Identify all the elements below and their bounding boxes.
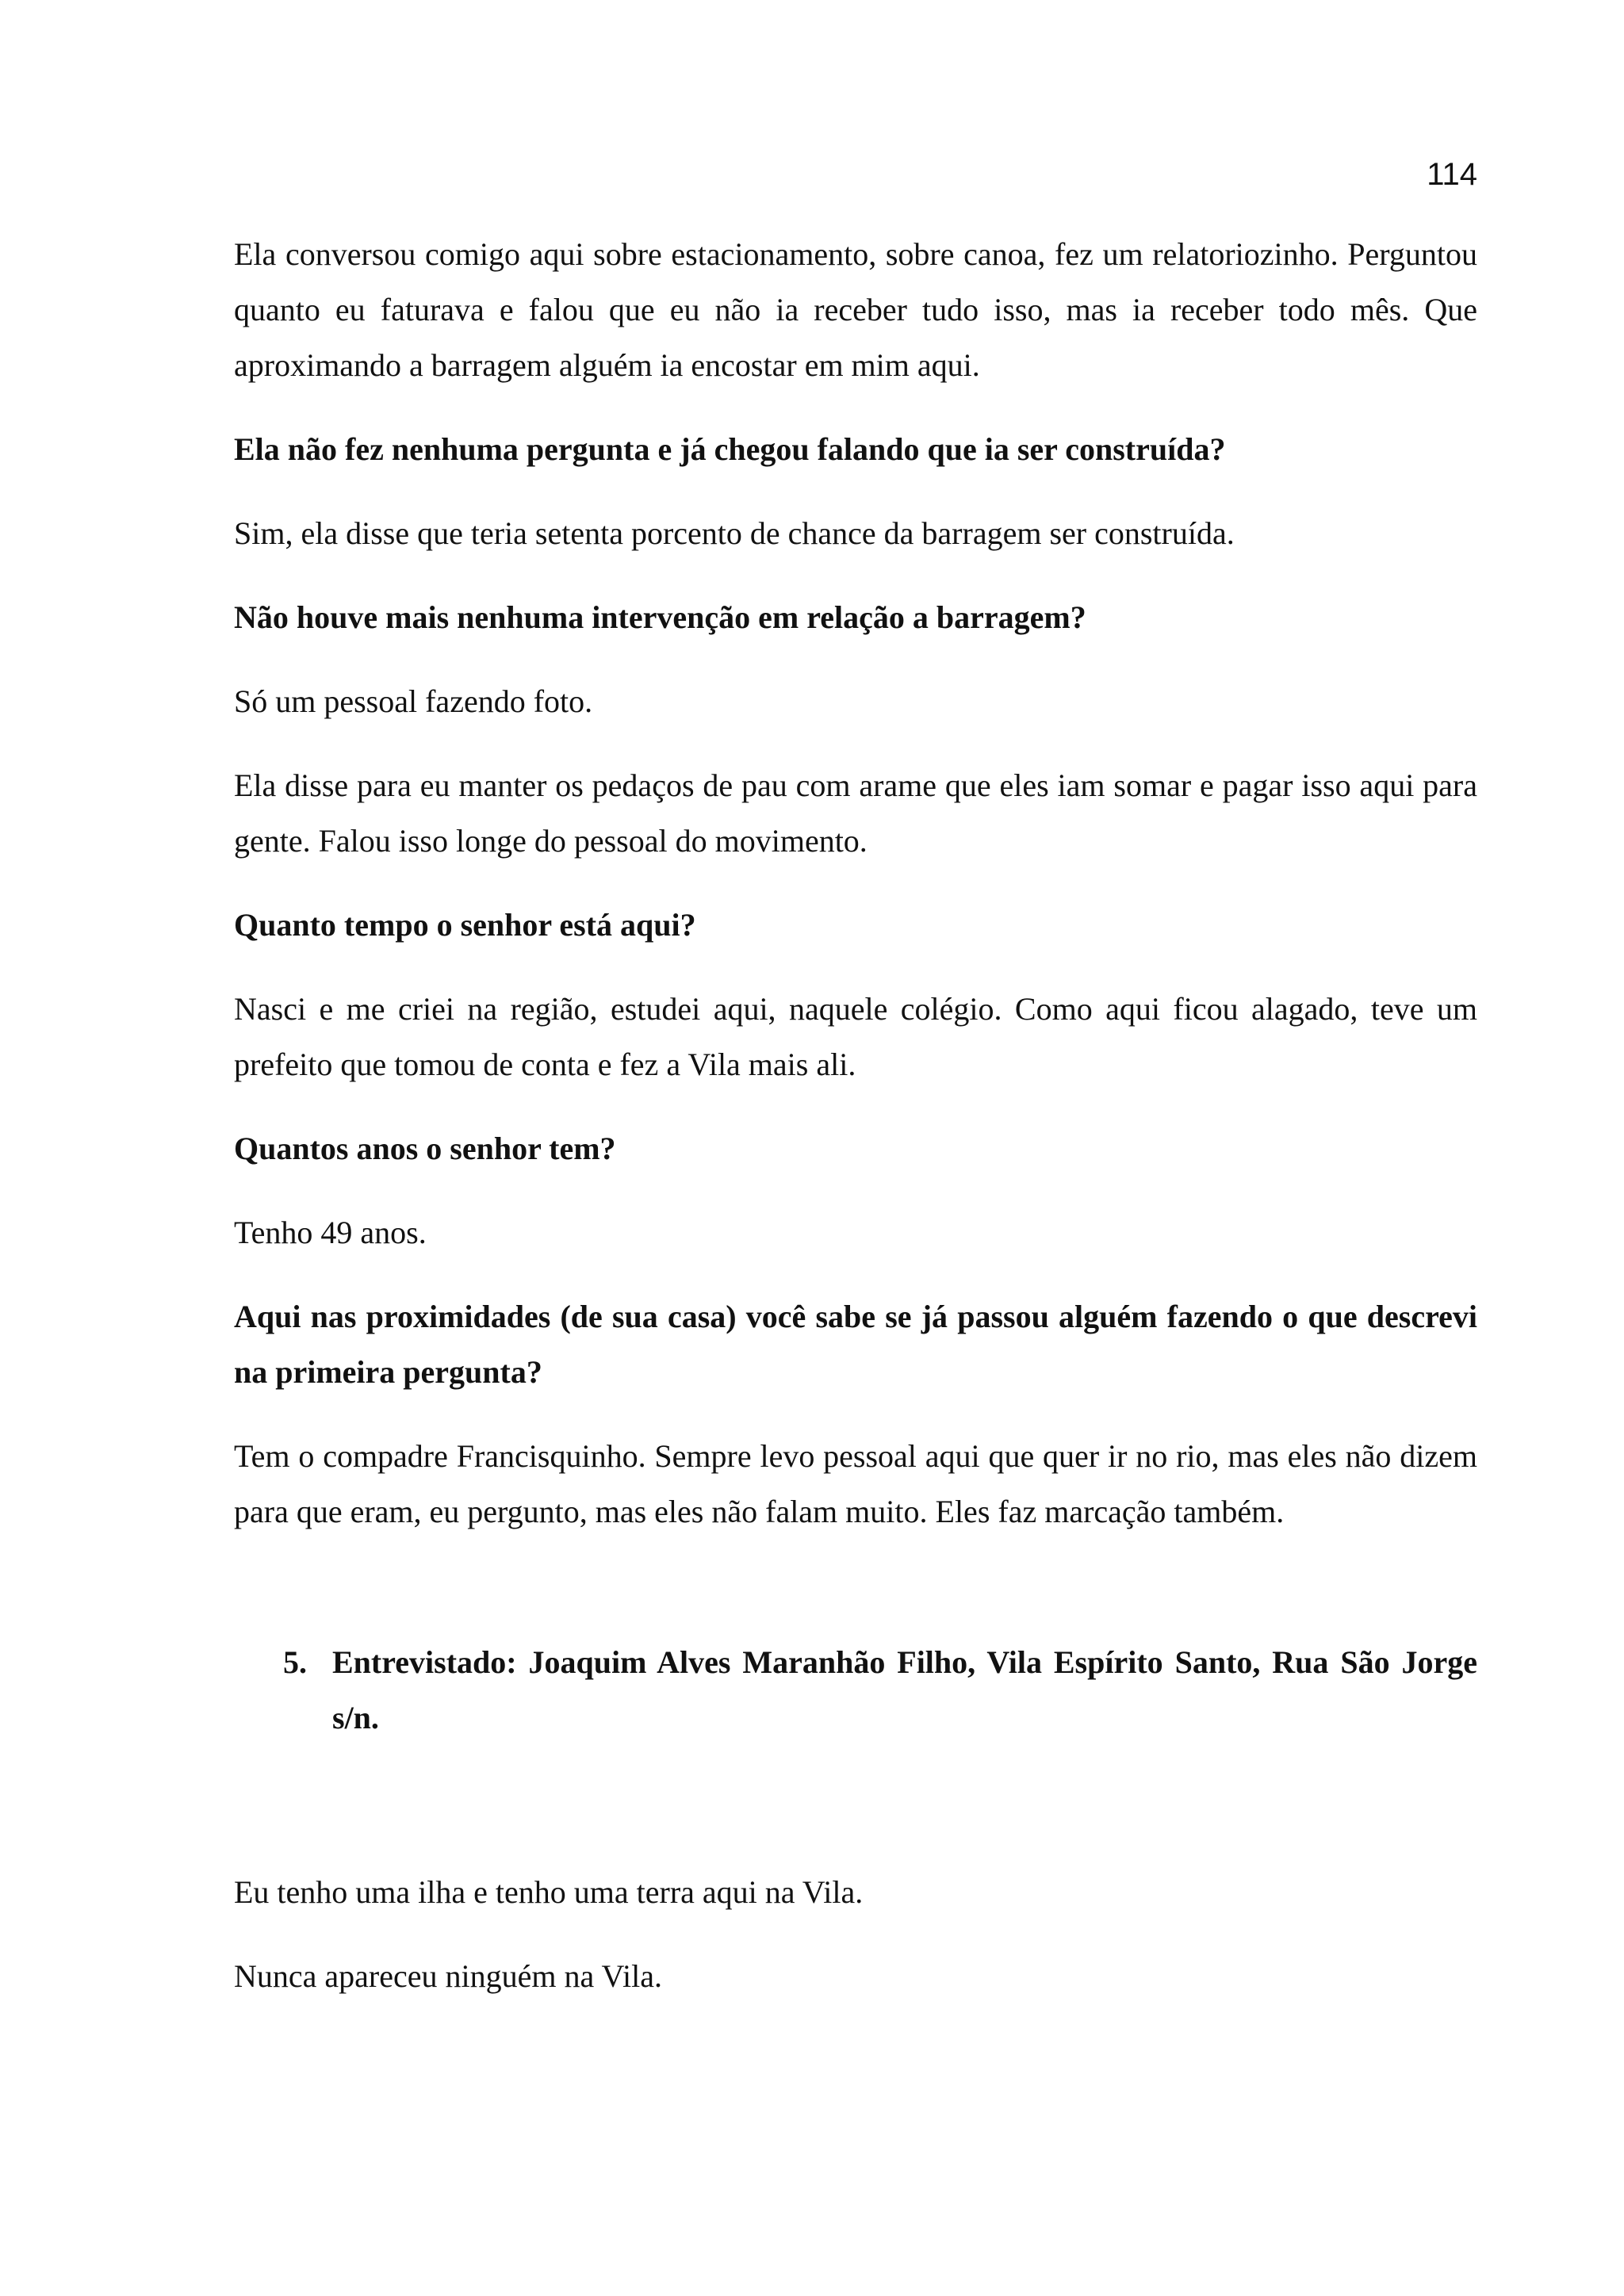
answer-paragraph: Nasci e me criei na região, estudei aqui, naquele colégio. Como aqui ficou alagado, teve um prefeito que tomou de conta e fez a Vila mais ali. — [234, 991, 1477, 1082]
question-paragraph: Aqui nas proximidades (de sua casa) você sabe se já passou alguém fazendo o que descrevi na primeira pergunta? — [234, 1299, 1477, 1390]
answer-paragraph: Tenho 49 anos. — [234, 1215, 427, 1250]
answer-paragraph: Só um pessoal fazendo foto. — [234, 683, 593, 719]
answer-paragraph: Nunca apareceu ninguém na Vila. — [234, 1958, 662, 1994]
interviewee-section-heading — [234, 1635, 1477, 1746]
page-number: 114 — [1427, 157, 1477, 192]
question-paragraph: Quantos anos o senhor tem? — [234, 1131, 616, 1166]
interview-body — [234, 1865, 1477, 2004]
answer-paragraph: Ela conversou comigo aqui sobre estacionamento, sobre canoa, fez um relatoriozinho. Perguntou quanto eu faturava e falou que eu não ia receber tudo isso, mas ia receber todo mês. Que aproximando a barragem alguém ia encostar em mim aqui. — [234, 236, 1477, 383]
section-title: Entrevistado: Joaquim Alves Maranhão Filho, Vila Espírito Santo, Rua São Jorge s/n. — [332, 1644, 1477, 1735]
answer-paragraph: Ela disse para eu manter os pedaços de pau com arame que eles iam somar e pagar isso aqui para gente. Falou isso longe do pessoal do movimento. — [234, 767, 1477, 859]
question-paragraph: Não houve mais nenhuma intervenção em relação a barragem? — [234, 599, 1086, 635]
answer-paragraph: Tem o compadre Francisquinho. Sempre levo pessoal aqui que quer ir no rio, mas eles não dizem para que eram, eu pergunto, mas eles não falam muito. Eles faz marcação também. — [234, 1438, 1477, 1529]
answer-paragraph: Sim, ela disse que teria setenta porcento de chance da barragem ser construída. — [234, 515, 1235, 551]
question-paragraph: Quanto tempo o senhor está aqui? — [234, 907, 696, 943]
question-paragraph: Ela não fez nenhuma pergunta e já chegou falando que ia ser construída? — [234, 431, 1226, 467]
section-number: 5. — [283, 1644, 307, 1680]
document-body — [234, 227, 1477, 2033]
answer-paragraph: Eu tenho uma ilha e tenho uma terra aqui na Vila. — [234, 1874, 864, 1910]
